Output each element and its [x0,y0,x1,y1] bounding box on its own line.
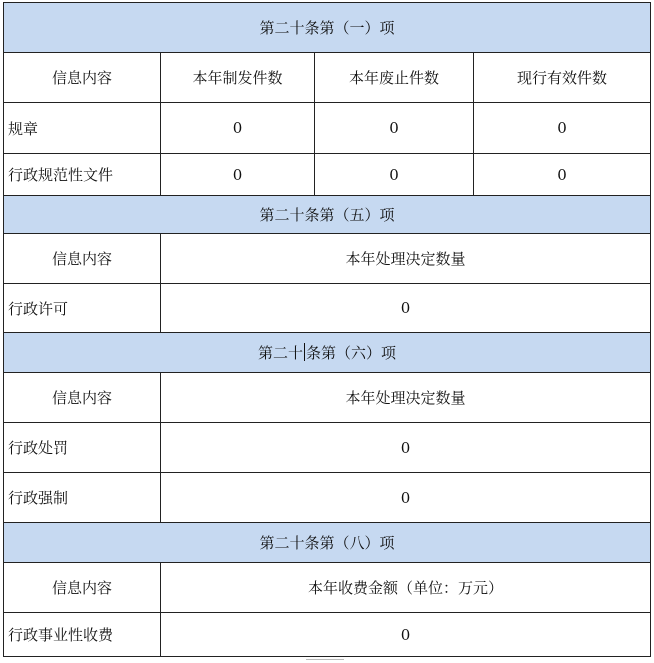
col-info-content: 信息内容 [4,53,161,103]
table-row [4,613,651,657]
row-label: 行政许可 [4,284,161,333]
col-decision-count: 本年处理决定数量 [161,234,651,284]
table-row [4,473,651,523]
section-1-header-row [4,3,651,53]
section-1-column-headers [4,53,651,103]
col-info-content: 信息内容 [4,563,161,613]
issued-value: 0 [161,103,315,154]
section-1-header: 第二十条第（一）项 [4,3,651,53]
issued-value: 0 [161,154,315,196]
table-row [4,284,651,333]
valid-value: 0 [474,154,651,196]
row-label: 行政事业性收费 [4,613,161,657]
valid-value: 0 [474,103,651,154]
fee-amount-value: 0 [161,613,651,657]
decision-count-value: 0 [161,423,651,473]
row-label: 规章 [4,103,161,154]
row-label: 行政强制 [4,473,161,523]
section-6-header-row [4,333,651,373]
row-label: 行政规范性文件 [4,154,161,196]
col-info-content: 信息内容 [4,234,161,284]
col-decision-count: 本年处理决定数量 [161,373,651,423]
section-6-column-headers [4,373,651,423]
col-valid-count: 现行有效件数 [474,53,651,103]
table-row [4,103,651,154]
section-6-header-part-b: 条第（六）项 [306,344,397,362]
section-8-column-headers [4,563,651,613]
table-row [4,423,651,473]
col-abolished-count: 本年废止件数 [315,53,474,103]
section-5-header: 第二十条第（五）项 [4,196,651,234]
decision-count-value: 0 [161,473,651,523]
table-row [4,154,651,196]
section-5-column-headers [4,234,651,284]
section-6-header-part-a: 第二十 [257,344,303,362]
col-info-content: 信息内容 [4,373,161,423]
section-5-header-row [4,196,651,234]
abolished-value: 0 [315,154,474,196]
disclosure-table [3,2,651,657]
section-8-header: 第二十条第（八）项 [4,523,651,563]
section-6-header [4,333,651,373]
text-cursor [304,343,305,361]
decision-count-value: 0 [161,284,651,333]
abolished-value: 0 [315,103,474,154]
section-8-header-row [4,523,651,563]
row-label: 行政处罚 [4,423,161,473]
page-edge-stub [306,659,344,663]
col-issued-count: 本年制发件数 [161,53,315,103]
col-fee-amount: 本年收费金额（单位：万元） [161,563,651,613]
